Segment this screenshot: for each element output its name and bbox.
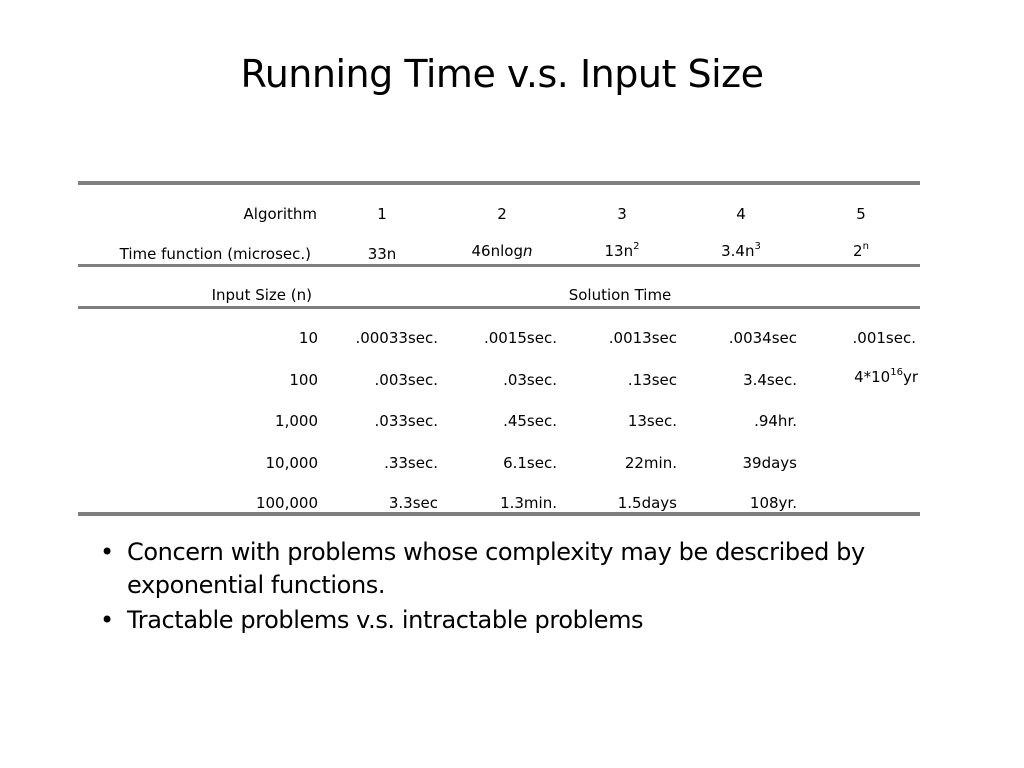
time-function-exponent: 2 bbox=[633, 241, 640, 252]
time-function bbox=[701, 242, 781, 260]
algorithm-number: 5 bbox=[856, 205, 866, 223]
solution-time-cell: 3.3sec bbox=[388, 494, 438, 512]
solution-time-unit: yr bbox=[902, 368, 918, 386]
solution-time-cell: .33sec. bbox=[384, 454, 438, 472]
bullet-item: • Tractable problems v.s. intractable problems bbox=[100, 604, 930, 637]
bullet-list bbox=[100, 536, 930, 639]
time-function bbox=[342, 245, 422, 263]
time-function-base: 13n bbox=[604, 242, 634, 260]
time-function-exponent: n bbox=[862, 241, 869, 252]
table-top-rule bbox=[78, 181, 920, 185]
input-size-cell: 10 bbox=[298, 329, 318, 347]
time-function-label: Time function (microsec.) bbox=[119, 245, 311, 263]
algorithm-number: 3 bbox=[617, 205, 627, 223]
solution-time-cell: 1.5days bbox=[617, 494, 677, 512]
slide-title: Running Time v.s. Input Size bbox=[240, 52, 764, 96]
input-size-cell: 1,000 bbox=[275, 412, 318, 430]
solution-time-cell: .03sec. bbox=[503, 371, 557, 389]
solution-time-cell: 6.1sec. bbox=[503, 454, 557, 472]
solution-time-exponent: 16 bbox=[890, 367, 903, 378]
solution-time-cell: .0013sec bbox=[608, 329, 677, 347]
time-function bbox=[582, 242, 662, 260]
time-function-base: 33n bbox=[367, 245, 397, 263]
table-subheader-rule bbox=[78, 306, 920, 309]
solution-time-cell bbox=[797, 368, 918, 386]
solution-time-cell: .001sec. bbox=[852, 329, 916, 347]
solution-time-cell: 108yr. bbox=[749, 494, 797, 512]
solution-time-cell: .033sec. bbox=[374, 412, 438, 430]
table-header-rule bbox=[78, 264, 920, 267]
time-function-exponent: 3 bbox=[754, 241, 761, 252]
input-size-cell: 100,000 bbox=[255, 494, 318, 512]
time-function bbox=[452, 242, 552, 260]
solution-time-cell: .45sec. bbox=[503, 412, 557, 430]
solution-time-base: 4*10 bbox=[854, 368, 891, 386]
solution-time-cell: 13sec. bbox=[627, 412, 677, 430]
input-size-cell: 100 bbox=[289, 371, 318, 389]
solution-time-cell: 3.4sec. bbox=[743, 371, 797, 389]
time-function-base: 3.4n bbox=[721, 242, 755, 260]
solution-time-cell: .94hr. bbox=[754, 412, 797, 430]
table-bottom-rule bbox=[78, 512, 920, 516]
solution-time-cell: 1.3min. bbox=[500, 494, 557, 512]
solution-time-cell: .13sec bbox=[627, 371, 677, 389]
time-function bbox=[821, 242, 901, 260]
input-size-cell: 10,000 bbox=[265, 454, 318, 472]
solution-time-cell: .0015sec. bbox=[483, 329, 557, 347]
time-function-base: 46nlog bbox=[471, 242, 523, 260]
algorithm-label: Algorithm bbox=[243, 205, 317, 223]
solution-time-cell: 22min. bbox=[624, 454, 677, 472]
solution-time-label: Solution Time bbox=[568, 286, 672, 304]
algorithm-number: 4 bbox=[736, 205, 746, 223]
solution-time-cell: .0034sec bbox=[728, 329, 797, 347]
solution-time-cell: .00033sec. bbox=[355, 329, 438, 347]
input-size-label: Input Size (n) bbox=[211, 286, 312, 304]
time-function-base: 2 bbox=[853, 242, 863, 260]
time-function-italic: n bbox=[522, 242, 533, 260]
algorithm-number: 1 bbox=[377, 205, 387, 223]
algorithm-number: 2 bbox=[497, 205, 507, 223]
solution-time-cell: 39days bbox=[742, 454, 797, 472]
bullet-item: • Concern with problems whose complexity may be described by exponential functions. bbox=[100, 536, 930, 602]
solution-time-cell: .003sec. bbox=[374, 371, 438, 389]
